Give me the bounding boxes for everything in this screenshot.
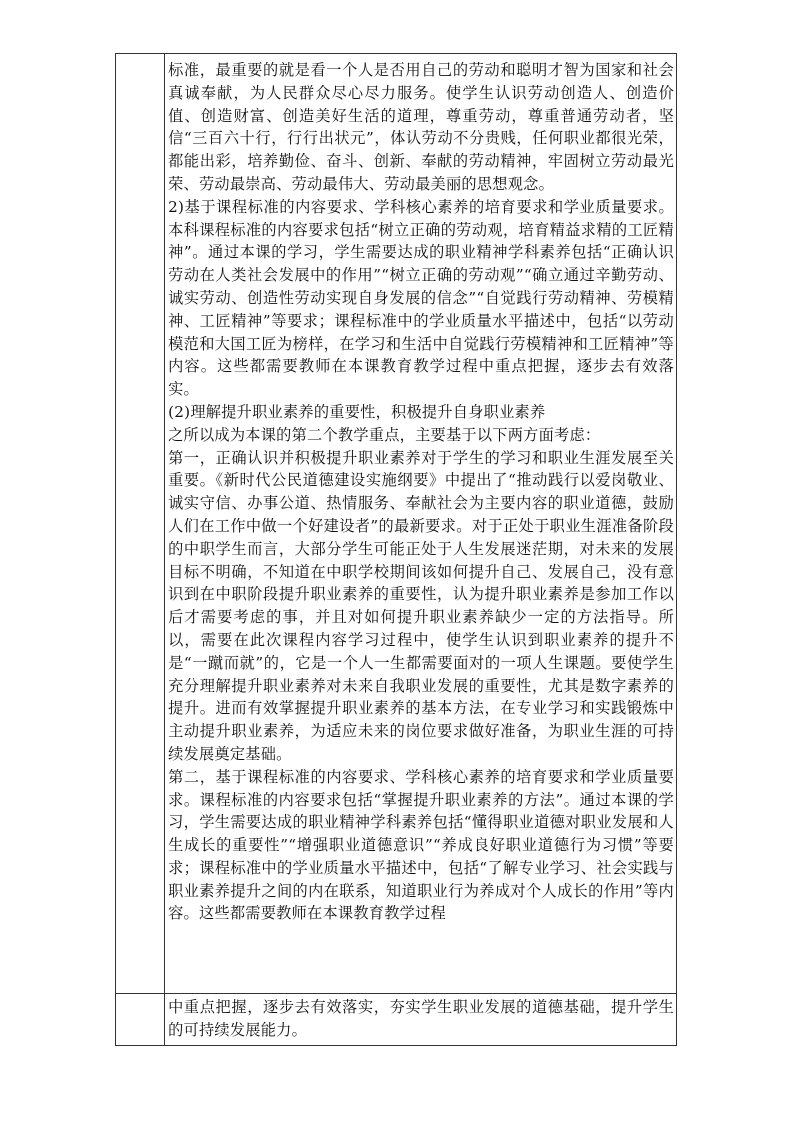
content-cell [165,994,677,1046]
label-cell [116,994,165,1046]
paragraph: 2)基于课程标准的内容要求、学科核心素养的培育要求和学业质量要求。本科课程标准的内容要求包括“树立正确的劳动观，培育精益求精的工匠精神”。通过本课的学习，学生需要达成的职业精神学科素养包括“正确认识劳动在人类社会发展中的作用”“树立正确的劳动观”“确立通过辛勤劳动、诚实劳动、创造性劳动实现自身发展的信念”“自觉践行劳动精神、劳模精神、工匠精神”等要求；课程标准中的学业质量水平描述中，包括“以劳动模范和大国工匠为榜样，在学习和生活中自觉践行劳模精神和工匠精神”等内容。这些都需要教师在本课教育教学过程中重点把握，逐步去有效落实。 [168,197,674,399]
table-row [116,54,677,994]
paragraph: 第二，基于课程标准的内容要求、学科核心素养的培育要求和学业质量要求。课程标准的内容要求包括“掌握提升职业素养的方法”。通过本课的学习，学生需要达成的职业精神学科素养包括“懂得职业道德对职业发展和人生成长的重要性”“增强职业道德意识”“养成良好职业道德行为习惯”等要求；课程标准中的学业质量水平描述中，包括“了解专业学习、社会实践与职业素养提升之间的内在联系，知道职业行为养成对个人成长的作用”等内容。这些都需要教师在本课教育教学过程 [168,767,674,923]
label-cell [116,54,165,994]
content-text-block [165,994,676,1045]
paragraph: 标准，最重要的就是看一个人是否用自己的劳动和聪明才智为国家和社会真诚奉献，为人民群众尽心尽力服务。使学生认识劳动创造人、创造价值、创造财富、创造美好生活的道理，尊重劳动，尊重普通劳动者，坚信“三百六十行，行行出状元”，体认劳动不分贵贱，任何职业都很光荣，都能出彩，培养勤俭、奋斗、创新、奉献的劳动精神，牢固树立劳动最光荣、劳动最崇高、劳动最伟大、劳动最美丽的思想观念。 [168,61,674,193]
paragraph: 第一，正确认识并积极提升职业素养对于学生的学习和职业生涯发展至关重要。《新时代公民道德建设实施纲要》中提出了“推动践行以爱岗敬业、诚实守信、办事公道、热情服务、奉献社会为主要内容的职业道德，鼓励人们在工作中做一个好建设者”的最新要求。对于正处于职业生涯准备阶段的中职学生而言，大部分学生可能正处于人生发展迷茫期，对未来的发展目标不明确，不知道在中职学校期间该如何提升自己、发展自己，没有意识到在中职阶段提升职业素养的重要性，认为提升职业素养是参加工作以后才需要考虑的事，并且对如何提升职业素养缺少一定的方法指导。所以，需要在此次课程内容学习过程中，使学生认识到职业素养的提升不是“一蹴而就”的，它是一个人一生都需要面对的一项人生课题。要使学生充分理解提升职业素养对未来自我职业发展的重要性，尤其是数字素养的提升。进而有效掌握提升职业素养的基本方法，在专业学习和实践锻炼中主动提升职业素养，为适应未来的岗位要求做好准备，为职业生涯的可持续发展奠定基础。 [168,448,674,763]
content-table [115,53,677,1046]
table-row [116,994,677,1046]
paragraph: (2)理解提升职业素养的重要性，积极提升自身职业素养 [168,402,546,421]
paragraph: 之所以成为本课的第二个教学重点，主要基于以下两方面考虑： [168,425,601,444]
content-cell [165,54,677,994]
content-text-block [165,54,676,993]
paragraph: 中重点把握，逐步去有效落实，夯实学生职业发展的道德基础，提升学生的可持续发展能力。 [168,998,674,1039]
